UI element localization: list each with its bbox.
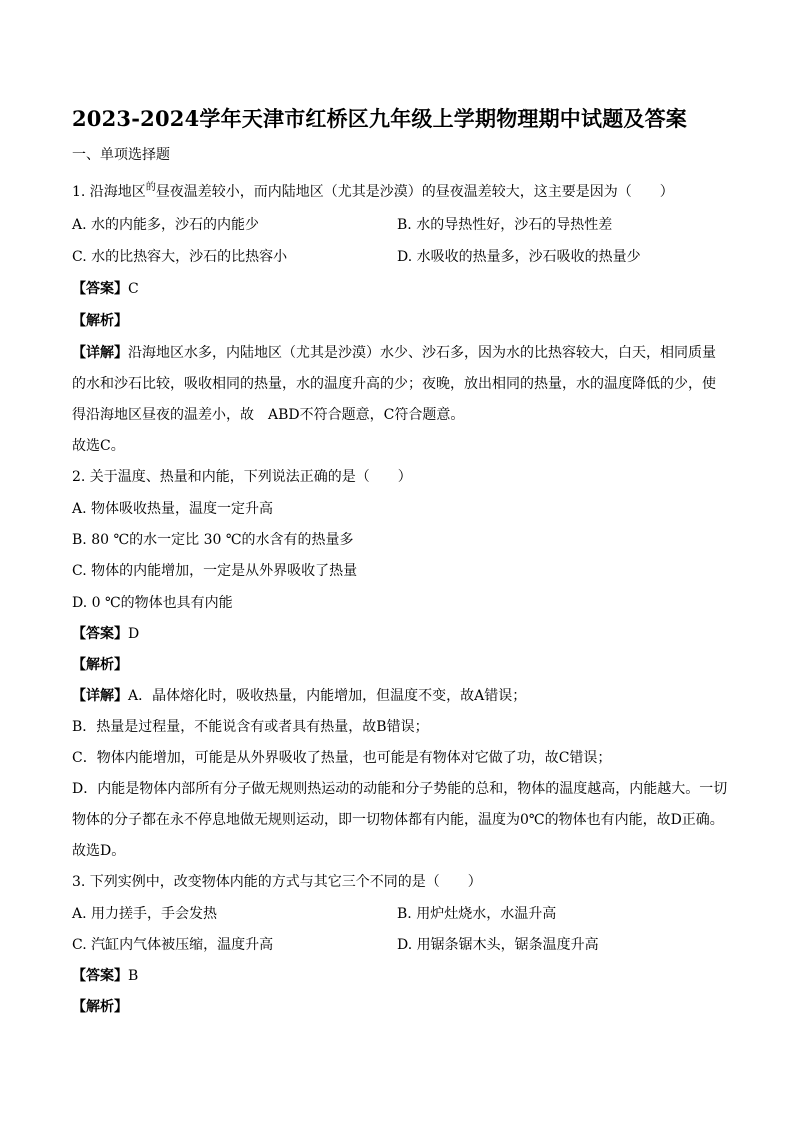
- q2-answer: [72, 625, 139, 643]
- answer-value: B: [128, 968, 139, 984]
- q2-stem: 2. 关于温度、热量和内能，下列说法正确的是（ ）: [72, 469, 412, 485]
- answer-tag: 【答案】: [72, 626, 128, 642]
- answer-tag: 【答案】: [72, 968, 128, 984]
- q1-option-d: D. 水吸收的热量多，沙石吸收的热量少: [397, 249, 641, 265]
- answer-value: D: [128, 626, 140, 642]
- q3-option-b: B. 用炉灶烧水，水温升高: [397, 906, 557, 922]
- q2-detail-d-line-2: 物体的分子都在永不停息地做无规则运动，即一切物体都有内能，温度为0℃的物体也有内能，故D正确。: [72, 812, 724, 828]
- q3-stem: 3. 下列实例中，改变物体内能的方式与其它三个不同的是（ ）: [72, 874, 482, 890]
- q3-analysis-tag: 【解析】: [72, 999, 128, 1015]
- q2-option-b: B. 80 ℃的水一定比 30 ℃的水含有的热量多: [72, 532, 354, 548]
- q2-detail-c: C．物体内能增加，可能是从外界吸收了热量，也可能是有物体对它做了功，故C错误；: [72, 750, 612, 766]
- q2-option-d: D. 0 ℃的物体也具有内能: [72, 595, 233, 611]
- q2-detail-d-line-1: D．内能是物体内部所有分子做无规则热运动的动能和分子势能的总和，物体的温度越高，内能越大。一切: [72, 781, 728, 797]
- q2-conclusion: 故选D。: [72, 843, 126, 859]
- q1-option-c: C. 水的比热容大，沙石的比热容小: [72, 249, 288, 265]
- document-title: 2023-2024学年天津市红桥区九年级上学期物理期中试题及答案: [72, 106, 688, 131]
- answer-tag: 【答案】: [72, 281, 128, 297]
- detail-text: 沿海地区水多，内陆地区（尤其是沙漠）水少、沙石多，因为水的比热容较大，白天，相同质量: [128, 345, 716, 361]
- q2-detail-a: [72, 687, 526, 705]
- q2-detail-b: B．热量是过程量，不能说含有或者具有热量，故B错误；: [72, 719, 429, 735]
- q1-stem-start: 1. 沿海地区: [72, 184, 146, 200]
- q1-stem-superscript: 的: [145, 182, 156, 193]
- q1-detail-line-2: 的水和沙石比较，吸收相同的热量，水的温度升高的少；夜晚，放出相同的热量，水的温度降低的少，使: [72, 376, 716, 392]
- section-heading: 一、单项选择题: [72, 147, 170, 163]
- detail-text: A．晶体熔化时，吸收热量，内能增加，但温度不变，故A错误；: [128, 688, 527, 704]
- q1-option-b: B. 水的导热性好，沙石的导热性差: [397, 217, 613, 233]
- q1-detail-line-3: 得沿海地区昼夜的温差小，故 ABD不符合题意，C符合题意。: [72, 407, 465, 423]
- q1-analysis-tag: 【解析】: [72, 313, 128, 329]
- q1-stem-end: 昼夜温差较小，而内陆地区（尤其是沙漠）的昼夜温差较大，这主要是因为（ ）: [155, 184, 674, 200]
- q2-option-c: C. 物体的内能增加，一定是从外界吸收了热量: [72, 563, 358, 579]
- q1-conclusion: 故选C。: [72, 438, 125, 454]
- answer-value: C: [128, 281, 139, 297]
- detail-tag: 【详解】: [72, 345, 128, 361]
- q1-answer: [72, 280, 139, 298]
- q1-stem: [72, 183, 674, 203]
- detail-tag: 【详解】: [72, 688, 128, 704]
- q1-detail-line-1: [72, 344, 716, 362]
- q1-option-a: A. 水的内能多，沙石的内能少: [72, 217, 260, 233]
- q2-analysis-tag: 【解析】: [72, 657, 128, 673]
- q3-option-a: A. 用力搓手，手会发热: [72, 906, 218, 922]
- q3-option-c: C. 汽缸内气体被压缩，温度升高: [72, 937, 274, 953]
- q3-option-d: D. 用锯条锯木头，锯条温度升高: [397, 937, 599, 953]
- q3-answer: [72, 967, 138, 985]
- q2-option-a: A. 物体吸收热量，温度一定升高: [72, 501, 274, 517]
